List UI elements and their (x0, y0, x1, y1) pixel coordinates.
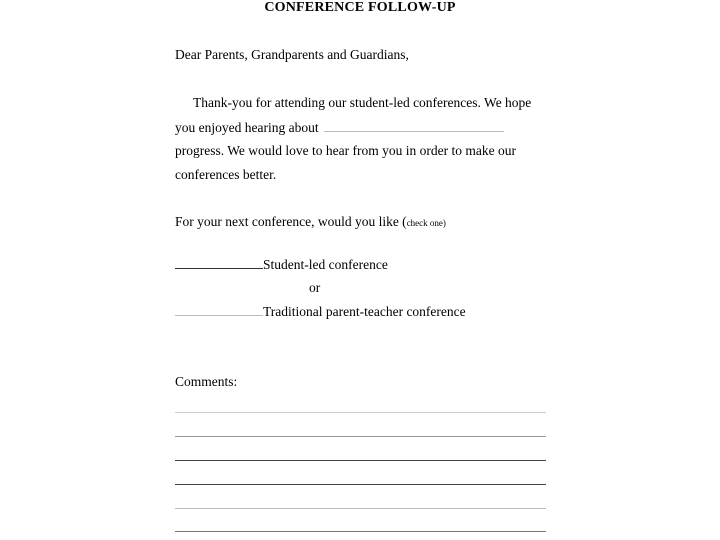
option-traditional-checkline[interactable] (175, 303, 263, 316)
option-traditional (175, 303, 466, 320)
body-line-2 (175, 119, 504, 136)
comments-label: Comments: (175, 374, 238, 389)
option-student-led (175, 256, 388, 273)
comment-line-1[interactable] (175, 412, 546, 413)
comment-line-2[interactable] (175, 436, 546, 437)
question-text: For your next conference, would you like ( (175, 214, 407, 229)
or-text: or (309, 280, 321, 295)
body-line-3: progress. We would love to hear from you in order to make our (175, 143, 516, 158)
page-title: CONFERENCE FOLLOW-UP (264, 0, 456, 15)
comment-line-3[interactable] (175, 460, 546, 461)
body-line-1: Thank-you for attending our student-led conferences. We hope (193, 95, 532, 110)
option-student-led-label: Student-led conference (263, 257, 388, 272)
comment-line-5[interactable] (175, 508, 546, 509)
body-line-4: conferences better. (175, 167, 277, 182)
option-student-led-checkline[interactable] (175, 256, 263, 269)
salutation: Dear Parents, Grandparents and Guardians, (175, 47, 409, 62)
comment-line-6[interactable] (175, 531, 546, 532)
student-name-blank[interactable] (324, 119, 504, 132)
option-traditional-label: Traditional parent-teacher conference (263, 304, 466, 319)
body-line-2-text: you enjoyed hearing about (175, 120, 319, 135)
question-hint: check one) (406, 218, 446, 228)
comment-line-4[interactable] (175, 484, 546, 485)
question (175, 214, 446, 231)
